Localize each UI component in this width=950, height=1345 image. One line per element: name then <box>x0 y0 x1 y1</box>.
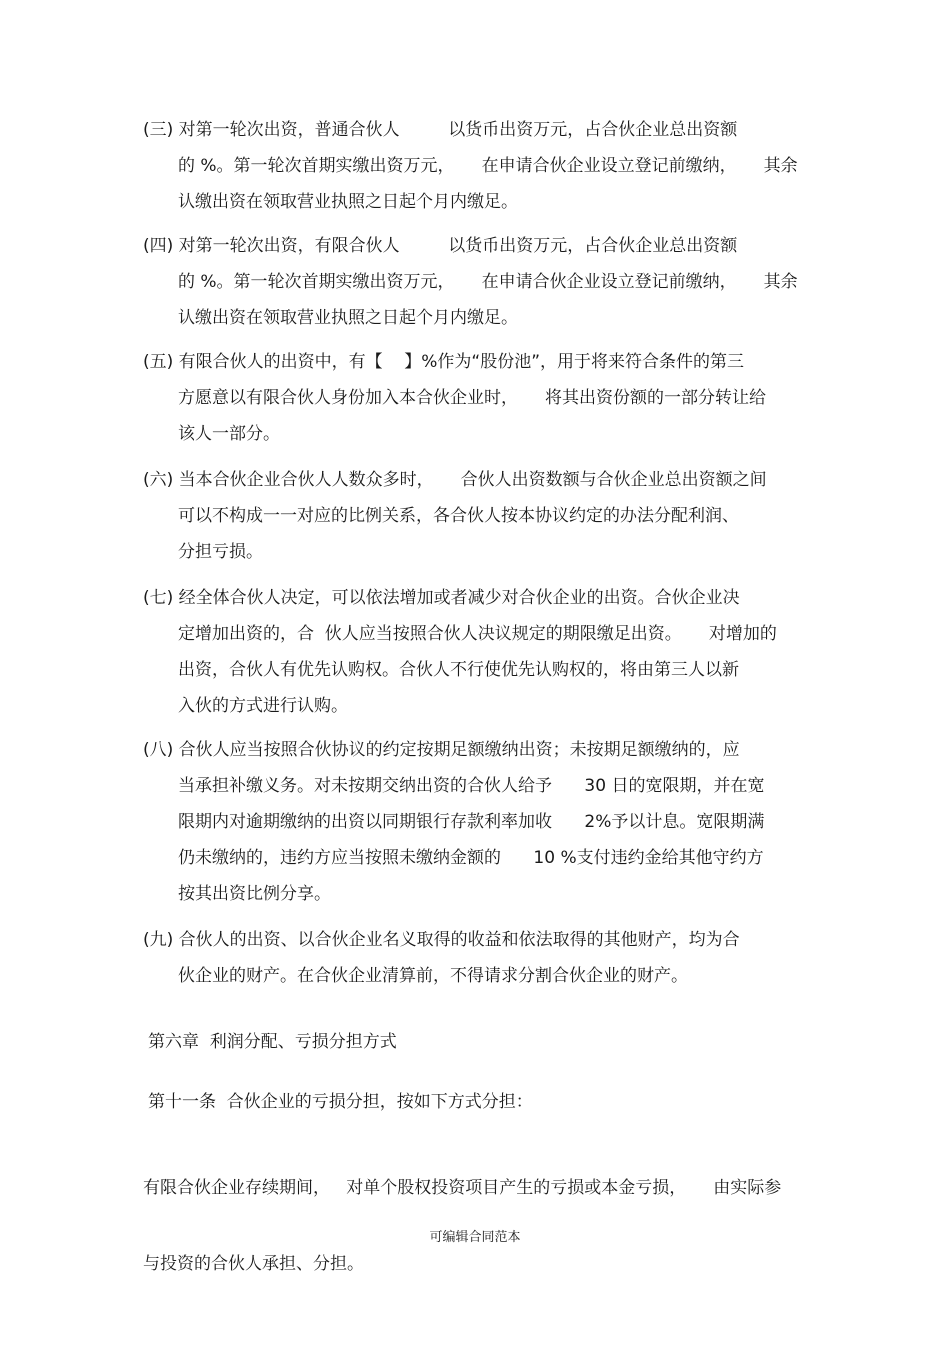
clause-line: 分担亏损。 <box>178 542 263 562</box>
clause-3 <box>143 112 823 220</box>
clause-line: (七) 经全体合伙人决定，可以依法增加或者减少对合伙企业的出资。合伙企业决 <box>143 588 740 608</box>
clause-line: (五) 有限合伙人的出资中，有【 】%作为“股份池”，用于将来符合条件的第三 <box>143 352 745 372</box>
clause-line: 可以不构成一一对应的比例关系，各合伙人按本协议约定的办法分配利润、 <box>178 506 739 526</box>
clause-line: (六) 当本合伙企业合伙人人数众多时， 合伙人出资数额与合伙企业总出资额之间 <box>143 470 767 490</box>
body-line: 有限合伙企业存续期间， 对单个股权投资项目产生的亏损或本金亏损， 由实际参 <box>143 1178 782 1198</box>
article-heading: 第十一条 合伙企业的亏损分担，按如下方式分担： <box>148 1092 533 1112</box>
clause-line: 仍未缴纳的，违约方应当按照未缴纳金额的 10 %支付违约金给其他守约方 <box>178 848 764 868</box>
clause-line: 的 %。第一轮次首期实缴出资万元， 在申请合伙企业设立登记前缴纳， 其余 <box>178 272 798 292</box>
clause-line: 的 %。第一轮次首期实缴出资万元， 在申请合伙企业设立登记前缴纳， 其余 <box>178 156 798 176</box>
clause-line: 按其出资比例分享。 <box>178 884 331 904</box>
clause-line: (八) 合伙人应当按照合伙协议的约定按期足额缴纳出资；未按期足额缴纳的，应 <box>143 740 740 760</box>
clause-line: 定增加出资的，合 伙人应当按照合伙人决议规定的期限缴足出资。 对增加的 <box>178 624 777 644</box>
clause-line: 伙企业的财产。在合伙企业清算前，不得请求分割合伙企业的财产。 <box>178 966 688 986</box>
body-line: 与投资的合伙人承担、分担。 <box>143 1254 364 1274</box>
clause-7 <box>143 580 823 724</box>
clause-line: 认缴出资在领取营业执照之日起个月内缴足。 <box>178 192 518 212</box>
clause-line: 入伙的方式进行认购。 <box>178 696 348 716</box>
clause-line: 当承担补缴义务。对未按期交纳出资的合伙人给予 30 日的宽限期，并在宽 <box>178 776 765 796</box>
chapter-heading: 第六章 利润分配、亏损分担方式 <box>148 1032 397 1052</box>
clause-line: 方愿意以有限合伙人身份加入本合伙企业时， 将其出资份额的一部分转让给 <box>178 388 767 408</box>
clause-line: (三) 对第一轮次出资，普通合伙人 以货币出资万元，占合伙企业总出资额 <box>143 120 738 140</box>
body-paragraph <box>143 1130 781 1322</box>
clause-9 <box>143 922 823 994</box>
clause-line: 限期内对逾期缴纳的出资以同期银行存款利率加收 2%予以计息。宽限期满 <box>178 812 765 832</box>
clause-line: 认缴出资在领取营业执照之日起个月内缴足。 <box>178 308 518 328</box>
page-footer: 可编辑合同范本 <box>429 1230 521 1245</box>
clause-8 <box>143 732 823 912</box>
clause-line: 出资，合伙人有优先认购权。合伙人不行使优先认购权的，将由第三人以新 <box>178 660 739 680</box>
clause-6 <box>143 462 823 570</box>
clause-4 <box>143 228 823 336</box>
clause-5 <box>143 344 823 452</box>
clause-line: (九) 合伙人的出资、以合伙企业名义取得的收益和依法取得的其他财产，均为合 <box>143 930 740 950</box>
clause-line: 该人一部分。 <box>178 424 280 444</box>
clause-line: (四) 对第一轮次出资，有限合伙人 以货币出资万元，占合伙企业总出资额 <box>143 236 738 256</box>
